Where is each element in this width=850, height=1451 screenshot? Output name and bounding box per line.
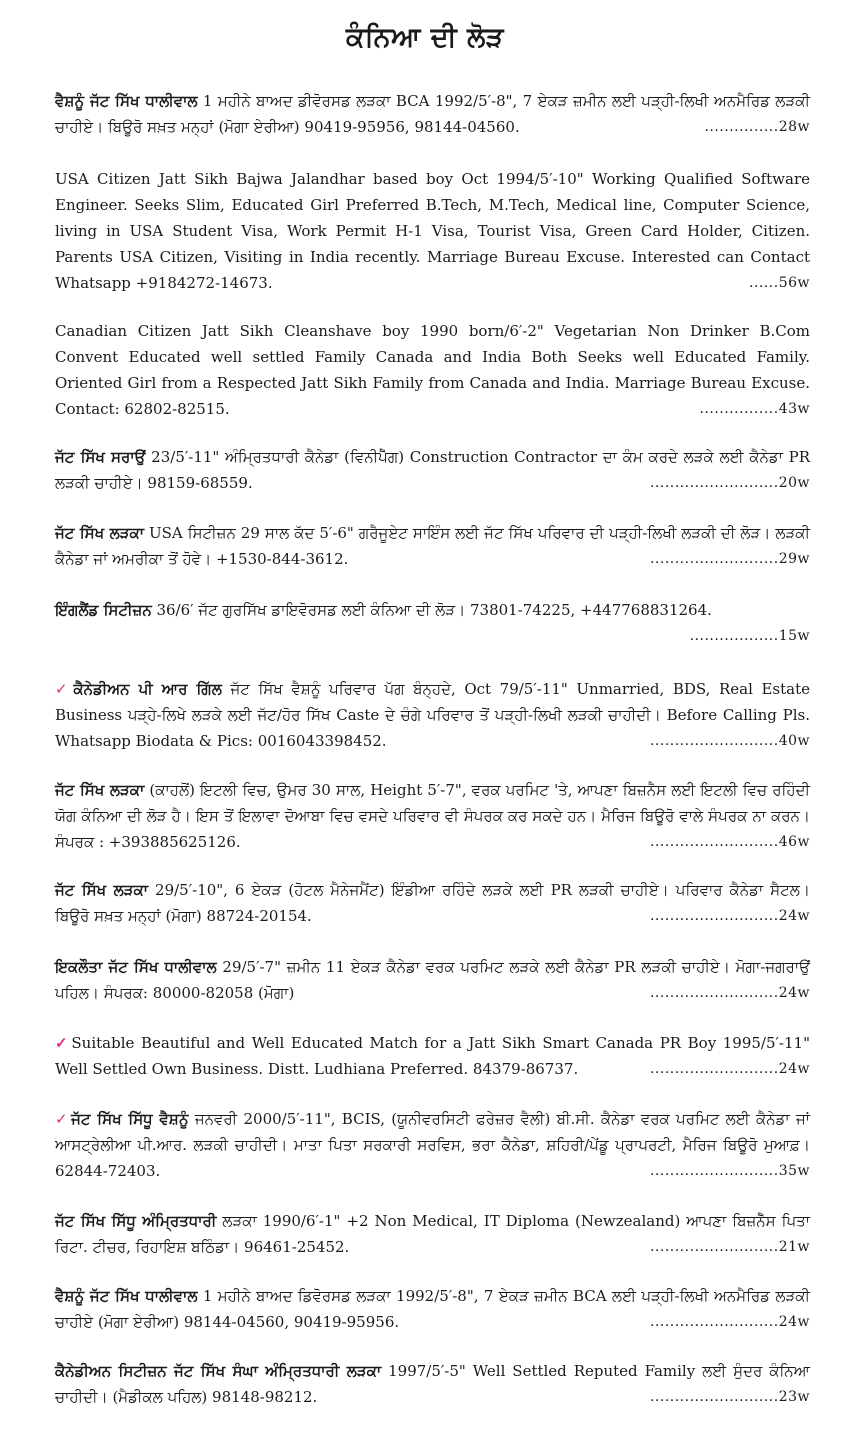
ad-text: (ਕਾਹਲੋਂ) ਇਟਲੀ ਵਿਚ, ਉਮਰ 30 ਸਾਲ, Height 5′-7", ਵਰਕ ਪਰਮਿਟ 'ਤੇ, ਆਪਣਾ ਬਿਜ਼ਨੈਸ ਲਈ ਇਟਲੀ ਵਿਚ ਰਹਿੰਦੀ ਯੋਗ ਕੰਨਿਆ ਦੀ ਲੋੜ ਹੈ। ਇਸ ਤੋਂ ਇਲਾਵਾ ਦੋਆਬਾ ਵਿਚ ਵਸਦੇ ਪਰਿਵਾਰ ਵੀ ਸੰਪਰਕ ਕਰ ਸਕਦੇ ਹਨ। ਮੈਰਿਜ ਬਿਊਰੋ ਵਾਲੇ ਸੰਪਰਕ ਨਾ ਕਰਨ। ਸੰਪਰਕ : +393885625126. bbox=[55, 781, 811, 851]
ad-lead: ਜੱਟ ਸਿੱਖ ਲੜਕਾ bbox=[55, 524, 145, 542]
ad-code: ..........................40w bbox=[649, 733, 810, 749]
ad-lead: ਜੱਟ ਸਿੱਖ ਲੜਕਾ bbox=[55, 881, 149, 899]
classified-ad bbox=[55, 777, 810, 855]
ad-code: ..........................21w bbox=[649, 1239, 810, 1255]
ad-text: 36/6′ ਜੱਟ ਗੁਰਸਿੱਖ ਡਾਇਵੋਰਸਡ ਲਈ ਕੰਨਿਆ ਦੀ ਲੋੜ। 73801-74225, +447768831264. bbox=[151, 601, 712, 619]
ad-lead: ਵੈਸ਼ਨੂੰ ਜੱਟ ਸਿੱਖ ਧਾਲੀਵਾਲ bbox=[55, 1287, 198, 1305]
classified-ad bbox=[55, 1106, 810, 1184]
ad-text: 29/5′-10", 6 ਏਕੜ (ਹੋਟਲ ਮੈਨੇਜਮੈਂਟ) ਇੰਡੀਆ ਰਹਿੰਦੇ ਲੜਕੇ ਲਈ PR ਲੜਕੀ ਚਾਹੀਏ। ਪਰਿਵਾਰ ਕੈਨੇਡਾ ਸੈਟਲ। ਬਿਊਰੋ ਸਖ਼ਤ ਮਨ੍ਹਾਂ (ਮੋਗਾ) 88724-20154. bbox=[55, 881, 811, 925]
ad-text: USA ਸਿਟੀਜ਼ਨ 29 ਸਾਲ ਕੱਦ 5′-6" ਗਰੈਜੂਏਟ ਸਾਇੰਸ ਲਈ ਜੱਟ ਸਿੱਖ ਪਰਿਵਾਰ ਦੀ ਪੜ੍ਹੀ-ਲਿਖੀ ਲੜਕੀ ਦੀ ਲੋੜ। ਲੜਕੀ ਕੈਨੇਡਾ ਜਾਂ ਅਮਰੀਕਾ ਤੋਂ ਹੋਵੇ। +1530-844-3612. bbox=[55, 524, 810, 568]
ad-text: Suitable Beautiful and Well Educated Match for a Jatt Sikh Smart Canada PR Boy 1995/5′-11" Well Settled Own Business. Distt. Ludhiana Preferred. 84379-86737. bbox=[55, 1034, 810, 1078]
ad-lead: ਜੱਟ ਸਿੱਖ ਲੜਕਾ bbox=[55, 781, 145, 799]
ad-code: ..........................23w bbox=[649, 1389, 810, 1405]
ad-lead: ਇੰਗਲੈਂਡ ਸਿਟੀਜ਼ਨ bbox=[55, 601, 152, 619]
ad-text: 23/5′-11" ਅੰਮ੍ਰਿਤਧਾਰੀ ਕੈਨੇਡਾ (ਵਿਨੀਪੈੱਗ) Construction Contractor ਦਾ ਕੰਮ ਕਰਦੇ ਲੜਕੇ ਲਈ ਕੈਨੇਡਾ PR ਲੜਕੀ ਚਾਹੀਏ। 98159-68559. bbox=[55, 448, 810, 492]
classified-ad bbox=[55, 444, 810, 496]
ad-lead: ਜੱਟ ਸਿੱਖ ਸਰਾਉਂ bbox=[55, 448, 146, 466]
ad-code: ................43w bbox=[699, 401, 810, 417]
check-icon: ✓ bbox=[55, 680, 72, 698]
ad-code: ..........................46w bbox=[649, 834, 810, 850]
ad-code: ..........................24w bbox=[649, 908, 810, 924]
classified-ad bbox=[55, 166, 810, 296]
ad-lead: ਇਕਲੌਤਾ ਜੱਟ ਸਿੱਖ ਧਾਲੀਵਾਲ bbox=[55, 958, 217, 976]
ad-text: 1997/5′-5" Well Settled Reputed Family ਲਈ ਸੁੰਦਰ ਕੰਨਿਆ ਚਾਹੀਦੀ। (ਮੈਡੀਕਲ ਪਹਿਲ) 98148-98212. bbox=[55, 1362, 810, 1406]
classified-ad bbox=[55, 676, 810, 754]
ad-text: ਲੜਕਾ 1990/6′-1" +2 Non Medical, IT Diploma (Newzealand) ਆਪਣਾ ਬਿਜ਼ਨੈੱਸ ਪਿਤਾ ਰਿਟਾ. ਟੀਚਰ, ਰਿਹਾਇਸ਼ ਬਠਿੰਡਾ। 96461-25452. bbox=[55, 1212, 811, 1256]
ad-text: Canadian Citizen Jatt Sikh Cleanshave boy 1990 born/6′-2" Vegetarian Non Drinker B.Com Convent Educated well settled Family Canada and India Both Seeks well Educated Family. Oriented Girl from a Respected Jatt Sikh Family from Canada and India. Marriage Bureau Excuse. Contact: 62802-82515. bbox=[55, 322, 810, 418]
check-icon: ✓ bbox=[55, 1110, 70, 1128]
ad-code: ..........................24w bbox=[649, 1061, 810, 1077]
classified-ad bbox=[55, 954, 810, 1006]
ad-code: ..........................29w bbox=[649, 551, 810, 567]
page-title: ਕੰਨਿਆ ਦੀ ਲੋੜ bbox=[345, 22, 505, 53]
ad-code: ...............28w bbox=[704, 119, 810, 135]
classified-ad bbox=[55, 1208, 810, 1260]
ad-text: ਜਨਵਰੀ 2000/5′-11", BCIS, (ਯੂਨੀਵਰਸਿਟੀ ਫਰੇਜ਼ਰ ਵੈਲੀ) ਬੀ.ਸੀ. ਕੈਨੇਡਾ ਵਰਕ ਪਰਮਿਟ ਲਈ ਕੈਨੇਡਾ ਜਾਂ ਆਸਟ੍ਰੇਲੀਆ ਪੀ.ਆਰ. ਲੜਕੀ ਚਾਹੀਦੀ। ਮਾਤਾ ਪਿਤਾ ਸਰਕਾਰੀ ਸਰਵਿਸ, ਭਰਾ ਕੈਨੇਡਾ, ਸ਼ਹਿਰੀ/ਪੇਂਡੂ ਪ੍ਰਾਪਰਟੀ, ਮੈਰਿਜ ਬਿਊਰੋ ਮੁਆਫ਼। 62844-72403. bbox=[55, 1110, 810, 1180]
ad-code: ..........................35w bbox=[649, 1163, 810, 1179]
ad-code: ..........................20w bbox=[649, 475, 810, 491]
ad-lead: ਜੱਟ ਸਿੱਖ ਸਿੱਧੂ ਅੰਮ੍ਰਿਤਧਾਰੀ bbox=[55, 1212, 217, 1230]
ad-code: ..........................24w bbox=[649, 985, 810, 1001]
classified-ad bbox=[55, 1358, 810, 1410]
classified-ad bbox=[55, 88, 810, 140]
ad-text: USA Citizen Jatt Sikh Bajwa Jalandhar based boy Oct 1994/5′-10" Working Qualified Software Engineer. Seeks Slim, Educated Girl Preferred B.Tech, M.Tech, Medical line, Computer Science, living in USA Student Visa, Work Permit H-1 Visa, Tourist Visa, Green Card Holder, Citizen. Parents USA Citizen, Visiting in India recently. Marriage Bureau Excuse. Interested can Contact Whatsapp +9184272-14673. bbox=[55, 170, 810, 292]
classified-ad bbox=[55, 520, 810, 572]
ad-text: 29/5′-7" ਜ਼ਮੀਨ 11 ਏਕੜ ਕੈਨੇਡਾ ਵਰਕ ਪਰਮਿਟ ਲੜਕੇ ਲਈ ਕੈਨੇਡਾ PR ਲੜਕੀ ਚਾਹੀਏ। ਮੋਗਾ-ਜਗਰਾਉਂ ਪਹਿਲ। ਸੰਪਰਕ: 80000-82058 (ਮੋਗਾ) bbox=[55, 958, 810, 1002]
check-icon: ✓ bbox=[55, 1034, 70, 1052]
classified-ad bbox=[55, 597, 810, 649]
ad-lead: ਕੈਨੇਡੀਅਨ ਸਿਟੀਜ਼ਨ ਜੱਟ ਸਿੱਖ ਸੰਘਾ ਅੰਮ੍ਰਿਤਧਾਰੀ ਲੜਕਾ bbox=[55, 1362, 382, 1380]
classified-ad bbox=[55, 877, 810, 929]
ad-code: ..........................24w bbox=[649, 1314, 810, 1330]
classified-ad bbox=[55, 318, 810, 422]
ad-text: 1 ਮਹੀਨੇ ਬਾਅਦ ਡੀਵੋਰਸਡ ਲੜਕਾ BCA 1992/5′-8", 7 ਏਕੜ ਜ਼ਮੀਨ ਲਈ ਪੜ੍ਹੀ-ਲਿਖੀ ਅਨਮੈਰਿਡ ਲੜਕੀ ਚਾਹੀਏ। ਬਿਊਰੋ ਸਖ਼ਤ ਮਨ੍ਹਾਂ (ਮੋਗਾ ਏਰੀਆ) 90419-95956, 98144-04560. bbox=[55, 92, 810, 136]
ad-code: ......56w bbox=[749, 275, 810, 291]
ad-code: ..................15w bbox=[689, 628, 810, 644]
ad-text: ਜੱਟ ਸਿੱਖ ਵੈਸ਼ਨੂੰ ਪਰਿਵਾਰ ਪੱਗ ਬੰਨ੍ਹਦੇ, Oct 79/5′-11" Unmarried, BDS, Real Estate Business ਪੜ੍ਹੇ-ਲਿਖੇ ਲੜਕੇ ਲਈ ਜੱਟ/ਹੋਰ ਸਿੱਖ Caste ਦੇ ਚੰਗੇ ਪਰਿਵਾਰ ਤੋਂ ਪੜ੍ਹੀ-ਲਿਖੀ ਲੜਕੀ ਚਾਹੀਦੀ। Before Calling Pls. Whatsapp Biodata & Pics: 0016043398452. bbox=[55, 680, 810, 750]
classified-ad bbox=[55, 1030, 810, 1082]
classified-ad bbox=[55, 1283, 810, 1335]
ad-text: 1 ਮਹੀਨੇ ਬਾਅਦ ਡਿਵੋਰਸਡ ਲੜਕਾ 1992/5′-8", 7 ਏਕੜ ਜ਼ਮੀਨ BCA ਲਈ ਪੜ੍ਹੀ-ਲਿਖੀ ਅਨਮੈਰਿਡ ਲੜਕੀ ਚਾਹੀਏ (ਮੋਗਾ ਏਰੀਆ) 98144-04560, 90419-95956. bbox=[55, 1287, 810, 1331]
ad-lead: ਵੈਸ਼ਨੂੰ ਜੱਟ ਸਿੱਖ ਧਾਲੀਵਾਲ bbox=[55, 92, 198, 110]
ad-lead: ✓ ਜੱਟ ਸਿੱਖ ਸਿੱਧੂ ਵੈਸ਼ਨੂੰ bbox=[55, 1110, 189, 1128]
ad-lead: ✓ ਕੈਨੇਡੀਅਨ ਪੀ ਆਰ ਗਿੱਲ bbox=[55, 680, 222, 698]
